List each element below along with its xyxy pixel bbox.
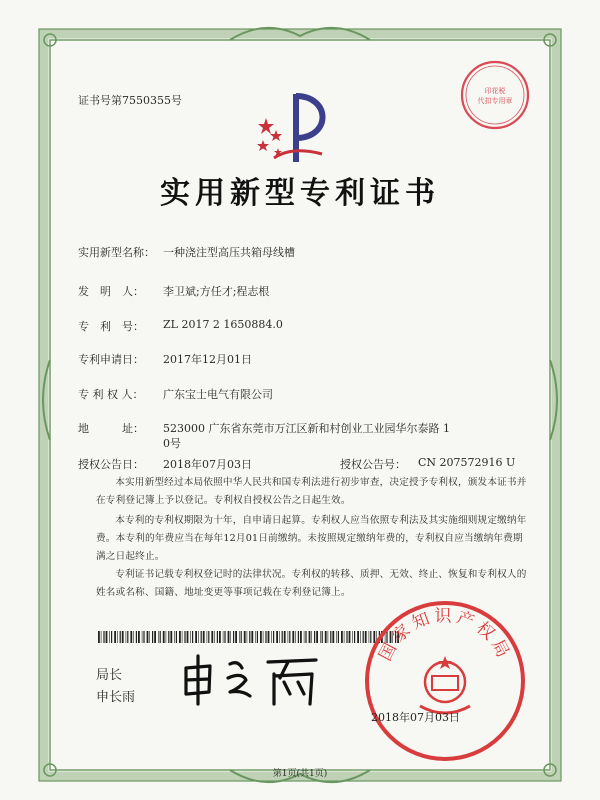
svg-text:印花税: 印花税 — [484, 87, 506, 95]
patent-number-label: 专 利 号： — [78, 320, 144, 333]
director-title: 局长 — [96, 668, 123, 683]
utility-model-name-label: 实用新型名称： — [78, 246, 155, 259]
body-paragraph-2: 本专利的专利权期限为十年，自申请日起算。专利权人应当依照专利法及其实施细则规定缴纳年费。本专利的年费应当在每年12月01日前缴纳。未按照规定缴纳年费的，专利权自应当缴纳年费期满之日起终止。 — [96, 515, 527, 562]
body-paragraph-3: 专利证书记载专利权登记时的法律状况。专利权的转移、质押、无效、终止、恢复和专利权人的姓名或名称、国籍、地址变更等事项记载在专利登记簿上。 — [96, 569, 527, 598]
patent-holder-label: 专 利 权 人： — [78, 388, 144, 401]
address-value-line1: 523000 广东省东莞市万江区新和村创业工业园华尔泰路 1 — [163, 422, 450, 435]
grant-number-label: 授权公告号： — [340, 458, 406, 471]
director-name: 申长雨 — [96, 690, 136, 705]
official-seal — [362, 598, 528, 764]
patent-number-value: ZL 2017 2 1650884.0 — [163, 318, 283, 331]
grant-date-label: 授权公告日： — [78, 458, 144, 471]
svg-text:国家知识产权局: 国家知识产权局 — [375, 606, 515, 665]
certificate-title: 实用新型专利证书 — [160, 176, 440, 211]
certificate-number: 证书号第7550355号 — [78, 94, 182, 107]
seal-date: 2018年07月03日 — [371, 711, 460, 724]
body-paragraph-1: 本实用新型经过本局依照中华人民共和国专利法进行初步审查，决定授予专利权，颁发本证书并在专利登记簿上予以登记。专利权自授权公告之日起生效。 — [96, 477, 527, 506]
address-label: 地 址： — [78, 422, 144, 435]
grant-number-value: CN 207572916 U — [418, 456, 516, 469]
svg-text:代扣专用章: 代扣专用章 — [477, 97, 513, 105]
barcode — [96, 631, 401, 643]
inventor-label: 发 明 人： — [78, 285, 144, 298]
filing-date-label: 专利申请日： — [78, 353, 144, 366]
handwritten-signature — [176, 650, 326, 708]
patent-holder-value: 广东宝士电气有限公司 — [163, 388, 273, 401]
inventor-value: 李卫斌;方任才;程志根 — [163, 285, 270, 298]
filing-date-value: 2017年12月01日 — [163, 353, 252, 366]
page-footer: 第1页(共1页) — [272, 769, 328, 779]
tax-stamp-seal — [455, 55, 535, 135]
grant-date-value: 2018年07月03日 — [163, 458, 252, 471]
address-value-line2: 0号 — [163, 437, 181, 450]
cnipa-logo — [252, 88, 336, 168]
utility-model-name-value: 一种浇注型高压共箱母线槽 — [163, 246, 295, 259]
